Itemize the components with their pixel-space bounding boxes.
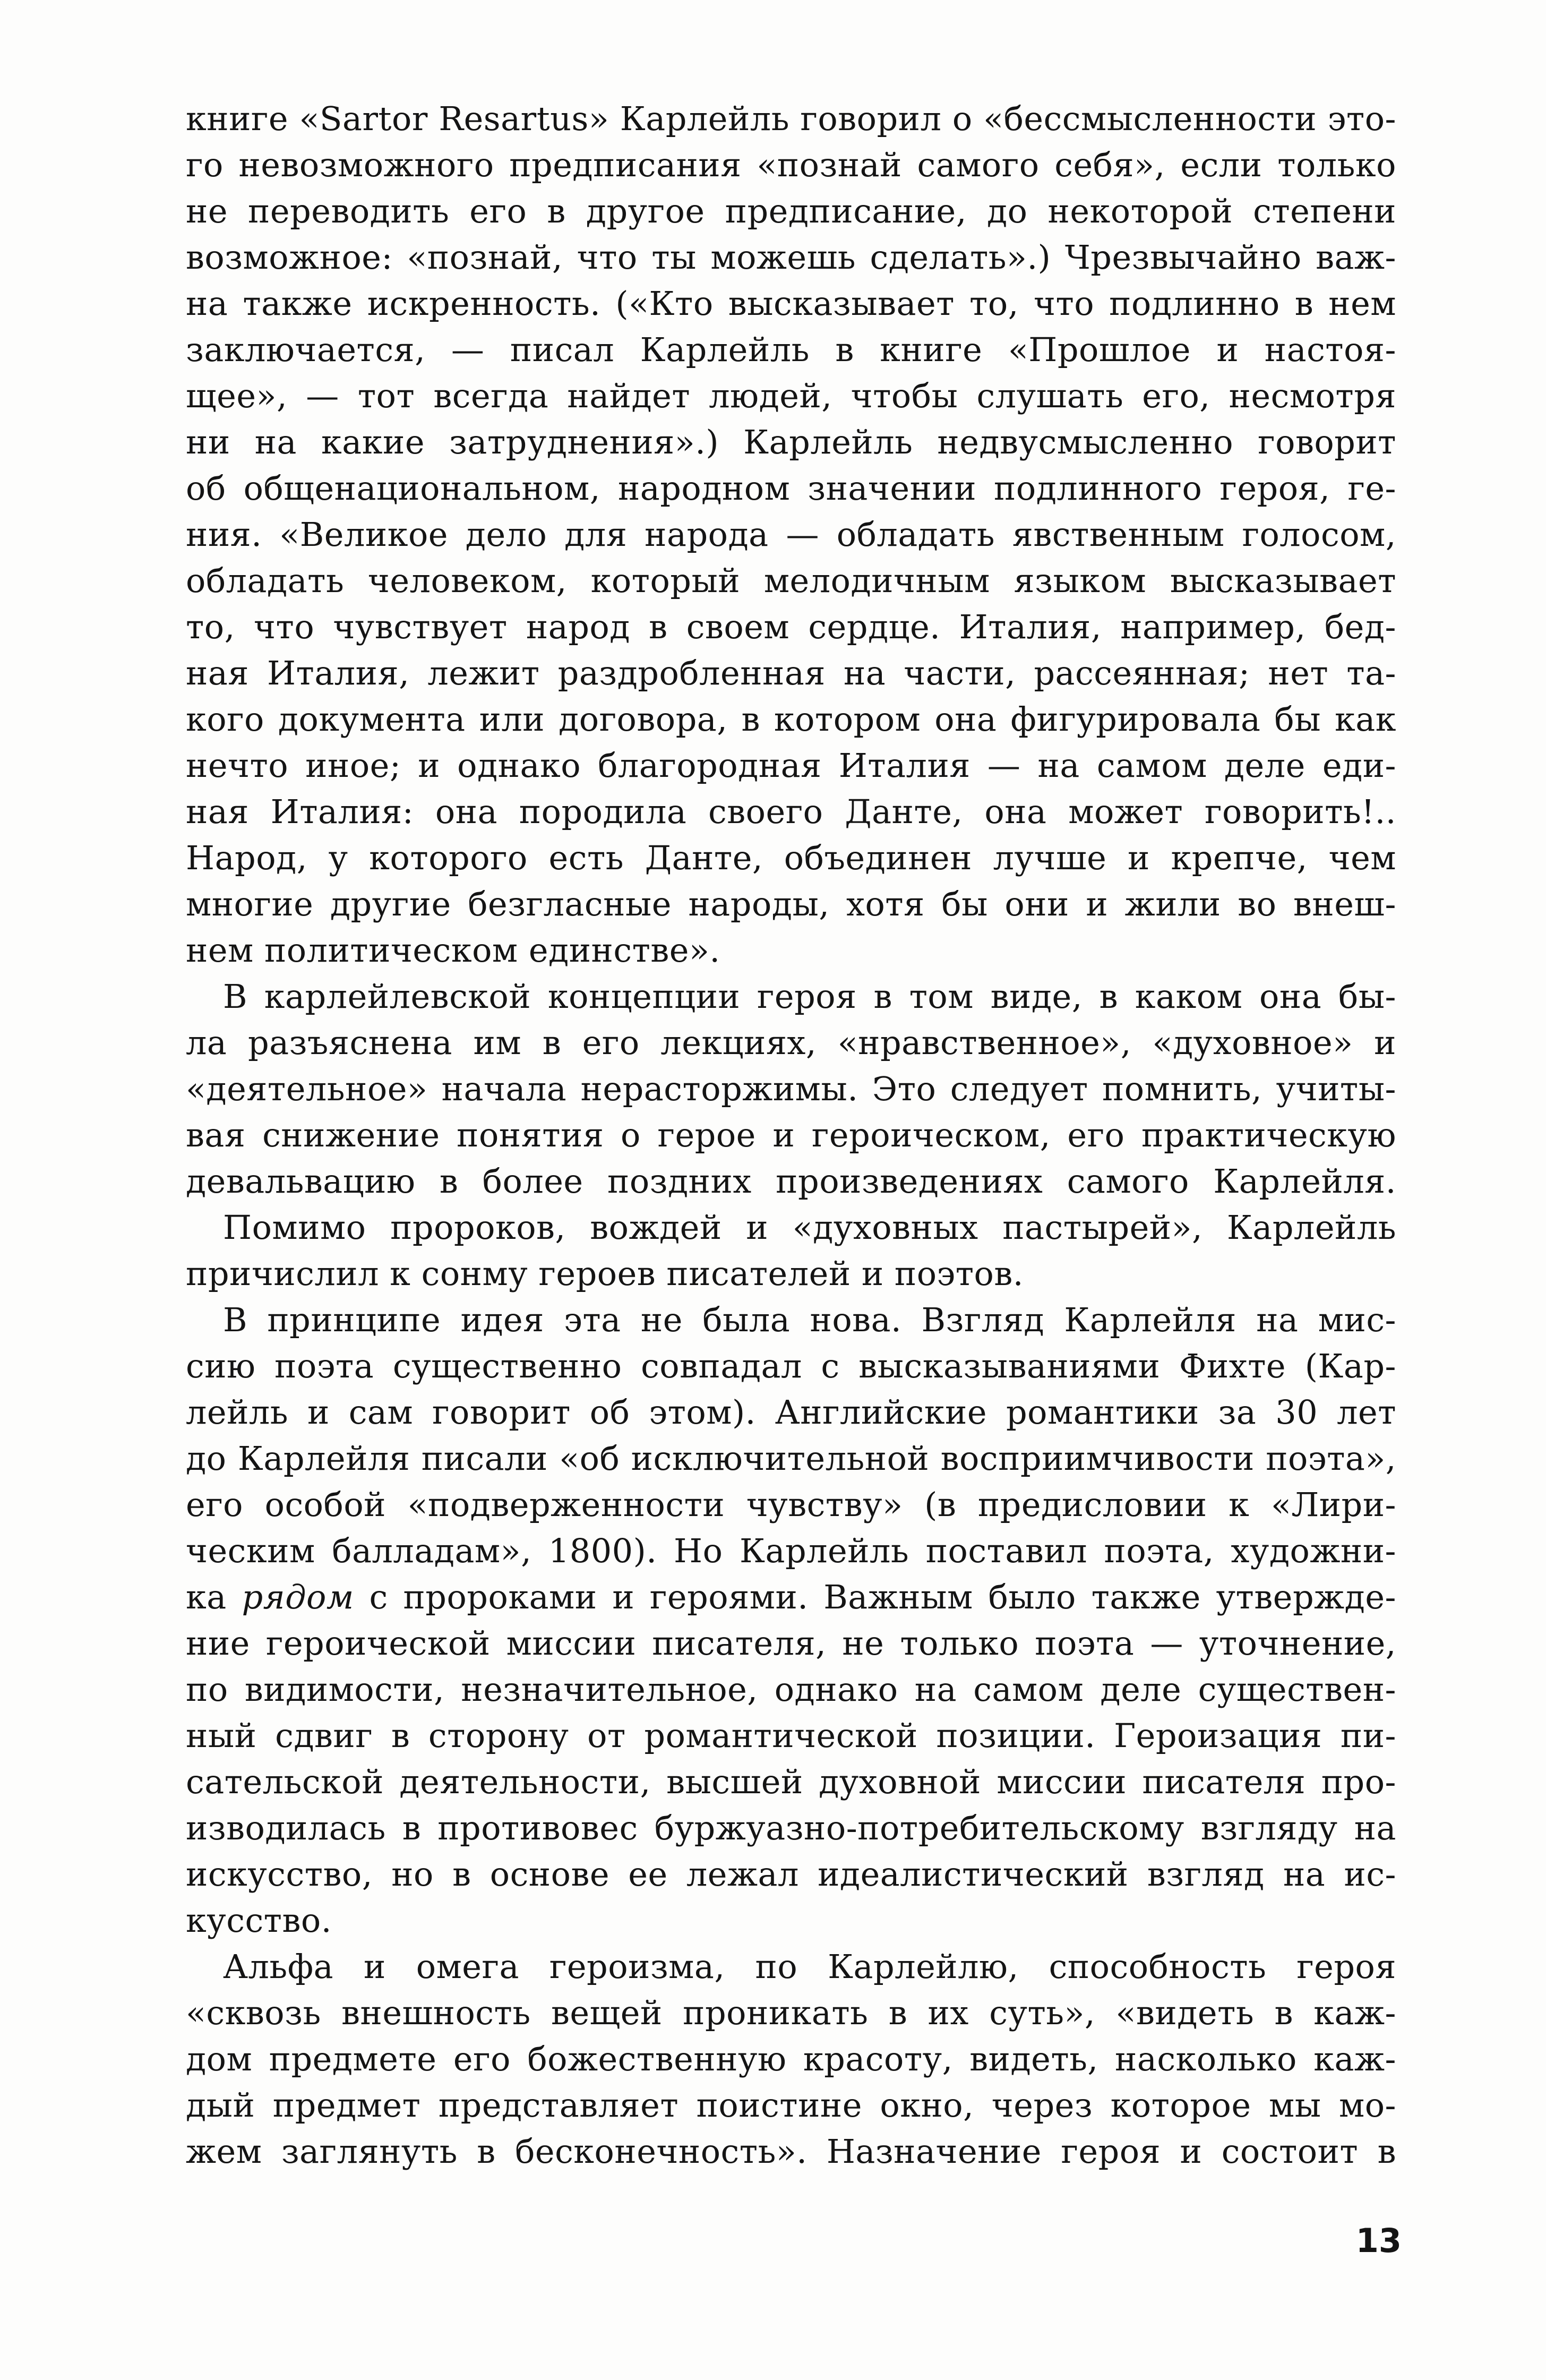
text-line: ческим балладам», 1800). Но Карлейль поставил поэта, художни-: [186, 1531, 1396, 1570]
text-line: ная Италия, лежит раздробленная на части, рассеянная; нет та-: [186, 654, 1396, 692]
text-line: не переводить его в другое предписание, до некоторой степени: [186, 192, 1396, 230]
text-line: то, что чувствует народ в своем сердце. Италия, например, бед-: [186, 607, 1396, 646]
text-line: причислил к сонму героев писателей и поэтов.: [186, 1254, 1024, 1293]
text-line: го невозможного предписания «познай самого себя», если только: [186, 145, 1396, 184]
text-line: Народ, у которого есть Данте, объединен лучше и крепче, чем: [186, 838, 1396, 877]
text-line: сию поэта существенно совпадал с высказываниями Фихте (Кар-: [186, 1347, 1396, 1385]
text-line: вая снижение понятия о герое и героическом, его практическую: [186, 1116, 1396, 1154]
text-line: кого документа или договора, в котором она фигурировала бы как: [186, 700, 1396, 739]
text-line: искусство, но в основе ее лежал идеалистический взгляд на ис-: [186, 1855, 1396, 1894]
text-line: ния. «Великое дело для народа — обладать явственным голосом,: [186, 515, 1396, 554]
text-line: «сквозь внешность вещей проникать в их суть», «видеть в каж-: [186, 1993, 1396, 2032]
text-line: нем политическом единстве».: [186, 931, 720, 970]
text-line: многие другие безгласные народы, хотя бы они и жили во внеш-: [186, 885, 1396, 923]
text-line: заключается, — писал Карлейль в книге «Прошлое и настоя-: [186, 330, 1396, 369]
text-line: В принципе идея эта не была нова. Взгляд Карлейля на мис-: [223, 1300, 1396, 1339]
text-line: лейль и сам говорит об этом). Английские романтики за 30 лет: [186, 1393, 1396, 1432]
text-line: изводилась в противовес буржуазно-потребительскому взгляду на: [186, 1809, 1396, 1847]
text-line: дый предмет представляет поистине окно, через которое мы мо-: [186, 2086, 1396, 2125]
text-line: обладать человеком, который мелодичным языком высказывает: [186, 561, 1396, 600]
text-line: жем заглянуть в бесконечность». Назначение героя и состоит в: [186, 2132, 1396, 2171]
text-line: девальвацию в более поздних произведениях самого Карлейля.: [186, 1162, 1396, 1201]
text-line: об общенациональном, народном значении подлинного героя, ге-: [186, 469, 1396, 508]
text-line: ка рядом с пророками и героями. Важным было также утвержде-: [186, 1578, 1396, 1616]
text-line: «деятельное» начала нерасторжимы. Это следует помнить, учиты-: [186, 1069, 1396, 1108]
text-line: Помимо пророков, вождей и «духовных пастырей», Карлейль: [223, 1208, 1396, 1247]
text-line: ный сдвиг в сторону от романтической позиции. Героизация пи-: [186, 1716, 1396, 1755]
text-line: до Карлейля писали «об исключительной восприимчивости поэта»,: [186, 1439, 1396, 1478]
text-line: кусство.: [186, 1901, 332, 1940]
page-number: 13: [1355, 2221, 1402, 2260]
text-line: его особой «подверженности чувству» (в предисловии к «Лири-: [186, 1485, 1396, 1524]
text-line: ни на какие затруднения».) Карлейль недвусмысленно говорит: [186, 423, 1396, 461]
text-line: Альфа и омега героизма, по Карлейлю, способность героя: [223, 1947, 1396, 1986]
text-line: возможное: «познай, что ты можешь сделать».) Чрезвычайно важ-: [186, 238, 1396, 277]
text-line: книге «Sartor Resartus» Карлейль говорил о «бессмысленности это-: [186, 99, 1396, 138]
text-line: на также искренность. («Кто высказывает то, что подлинно в нем: [186, 284, 1396, 323]
text-line: В карлейлевской концепции героя в том виде, в каком она бы-: [223, 977, 1396, 1016]
text-line: нечто иное; и однако благородная Италия — на самом деле еди-: [186, 746, 1396, 785]
text-line: дом предмете его божественную красоту, видеть, насколько каж-: [186, 2040, 1396, 2078]
text-line: ла разъяснена им в его лекциях, «нравственное», «духовное» и: [186, 1023, 1396, 1062]
text-line: щее», — тот всегда найдет людей, чтобы слушать его, несмотря: [186, 376, 1396, 415]
text-line: по видимости, незначительное, однако на самом деле существен-: [186, 1670, 1396, 1709]
text-line: сательской деятельности, высшей духовной миссии писателя про-: [186, 1762, 1396, 1801]
text-line: ная Италия: она породила своего Данте, она может говорить!..: [186, 792, 1396, 831]
text-line: ние героической миссии писателя, не только поэта — уточнение,: [186, 1624, 1396, 1663]
body-text: [186, 96, 1396, 2174]
